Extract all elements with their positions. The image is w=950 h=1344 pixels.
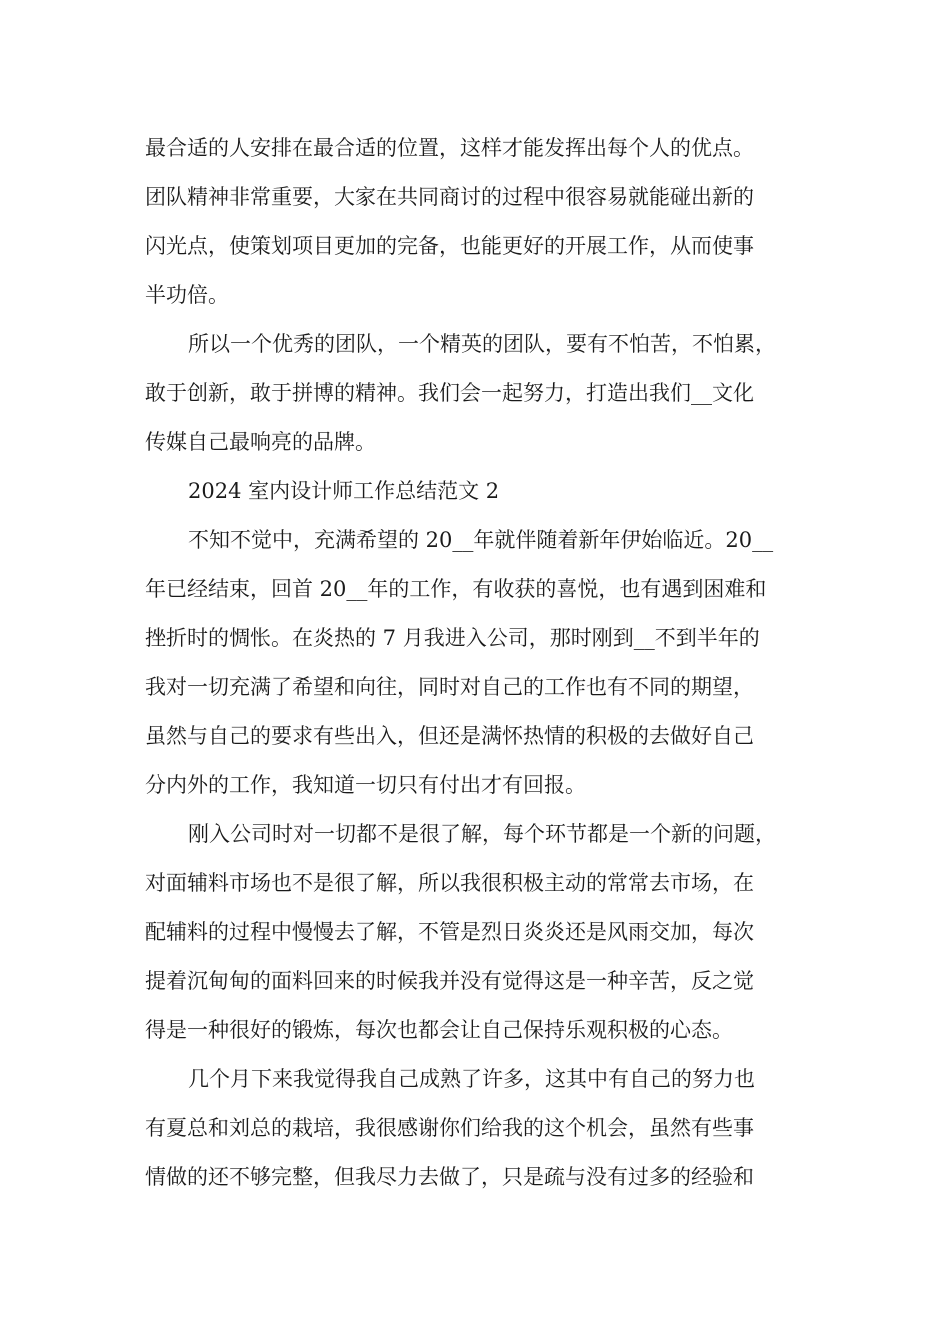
text-line: 分内外的工作，我知道一切只有付出才有回报。	[145, 773, 586, 797]
text-line: 配辅料的过程中慢慢去了解，不管是烈日炎炎还是风雨交加，每次	[145, 920, 754, 944]
text-line: 最合适的人安排在最合适的位置，这样才能发挥出每个人的优点。	[145, 136, 754, 160]
text-line: 情做的还不够完整，但我尽力去做了，只是疏与没有过多的经验和	[145, 1165, 754, 1189]
text-line: 我对一切充满了希望和向往，同时对自己的工作也有不同的期望，	[145, 675, 754, 699]
text-line: 不知不觉中，充满希望的 20__年就伴随着新年伊始临近。20__	[188, 528, 774, 552]
text-line: 虽然与自己的要求有些出入，但还是满怀热情的积极的去做好自己	[145, 724, 754, 748]
text-line: 有夏总和刘总的栽培，我很感谢你们给我的这个机会，虽然有些事	[145, 1116, 754, 1140]
text-line: 几个月下来我觉得我自己成熟了许多，这其中有自己的努力也	[188, 1067, 755, 1091]
text-line: 敢于创新，敢于拼博的精神。我们会一起努力，打造出我们__文化	[145, 381, 754, 405]
text-line: 团队精神非常重要，大家在共同商讨的过程中很容易就能碰出新的	[145, 185, 754, 209]
text-line: 挫折时的惆怅。在炎热的 7 月我进入公司，那时刚到__不到半年的	[145, 626, 760, 650]
document-body	[145, 124, 805, 1202]
text-line: 闪光点，使策划项目更加的完备，也能更好的开展工作，从而使事	[145, 234, 754, 258]
text-line: 刚入公司时对一切都不是很了解，每个环节都是一个新的问题，	[188, 822, 776, 846]
section-heading: 2024 室内设计师工作总结范文 2	[188, 479, 500, 503]
text-line: 传媒自己最响亮的品牌。	[145, 430, 376, 454]
text-line: 提着沉甸甸的面料回来的时候我并没有觉得这是一种辛苦，反之觉	[145, 969, 754, 993]
text-line: 所以一个优秀的团队，一个精英的团队，要有不怕苦，不怕累，	[188, 332, 776, 356]
text-line: 半功倍。	[145, 283, 229, 307]
text-line: 得是一种很好的锻炼，每次也都会让自己保持乐观积极的心态。	[145, 1018, 733, 1042]
text-line: 对面辅料市场也不是很了解，所以我很积极主动的常常去市场，在	[145, 871, 754, 895]
text-line: 年已经结束，回首 20__年的工作，有收获的喜悦，也有遇到困难和	[145, 577, 767, 601]
